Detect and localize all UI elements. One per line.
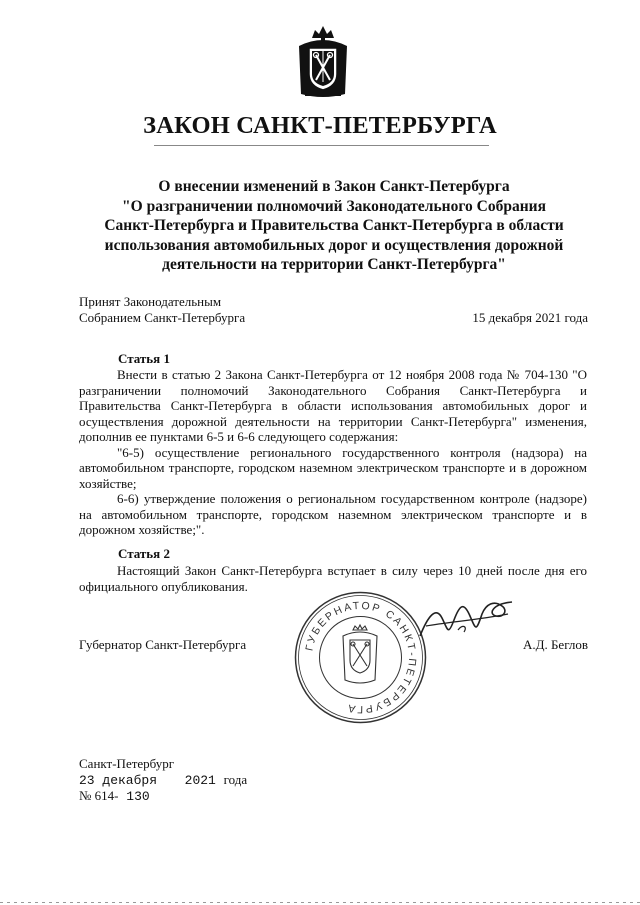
article-paragraph: Настоящий Закон Санкт-Петербурга вступает в силу через 10 дней после дня его официального опубликования. [79,563,587,594]
adoption-date: 15 декабря 2021 года [472,310,588,325]
article-1-heading: Статья 1 [118,351,170,366]
article-paragraph: "6-5) осуществление регионального государственного контроля (надзора) на автомобильном транспорте, городском наземном электрическом транспорте и в дорожном хозяйстве; [79,444,587,491]
spb-coat-of-arms-icon [295,24,351,100]
article-1-body [79,367,587,538]
signing-date-day-month: 23 декабря [79,773,158,788]
signing-date-suffix: года [223,772,248,787]
page-bottom-edge [0,902,640,903]
article-paragraph: Внести в статью 2 Закона Санкт-Петербурга от 12 ноября 2008 года № 704-130 "О разграничении полномочий Законодательного Собрания Санкт-Петербурга и Правительства Санкт-Петербурга в области использования автомобильных дорог и осуществления дорожной деятельности на территории Санкт-Петербурга" изменения, дополнив ее пунктами 6-5 и 6-6 следующего содержания: [79,367,587,444]
signing-date-year: 2021 [184,773,216,788]
article-2-heading: Статья 2 [118,546,170,561]
subject-line: использования автомобильных дорог и осуществления дорожной [104,236,564,254]
subject-line: деятельности на территории Санкт-Петербурга" [162,256,506,273]
adoption-line: Принят Законодательным [79,294,222,309]
subject-line: Санкт-Петербурга и Правительства Санкт-Петербурга в области [104,217,564,234]
signing-city: Санкт-Петербург [79,756,175,771]
article-paragraph: 6-6) утверждение положения о региональном государственном контроле (надзоре) на автомобильном транспорте, городском наземном электрическом транспорте и в дорожном хозяйстве;". [79,491,587,537]
law-number-value: 130 [126,789,150,804]
governor-seal-icon [293,590,428,725]
law-number [79,788,150,804]
seal-text: ГУБЕРНАТОР САНКТ-ПЕТЕРБУРГА [303,599,419,716]
law-title: ЗАКОН САНКТ-ПЕТЕРБУРГА [143,112,497,139]
title-underline [154,145,489,146]
subject-line: "О разграничении полномочий Законодательного Собрания [122,197,546,215]
adoption-statement [79,294,245,325]
subject-line: О внесении изменений в Закон Санкт-Петербурга [158,178,510,195]
handwritten-signature-icon [418,596,514,642]
signing-date [79,772,247,788]
governor-title: Губернатор Санкт-Петербурга [79,637,247,652]
governor-name: А.Д. Беглов [522,637,588,652]
adoption-line: Собранием Санкт-Петербурга [79,309,246,325]
law-subject [80,177,588,275]
law-number-prefix: № 614- [79,788,119,803]
